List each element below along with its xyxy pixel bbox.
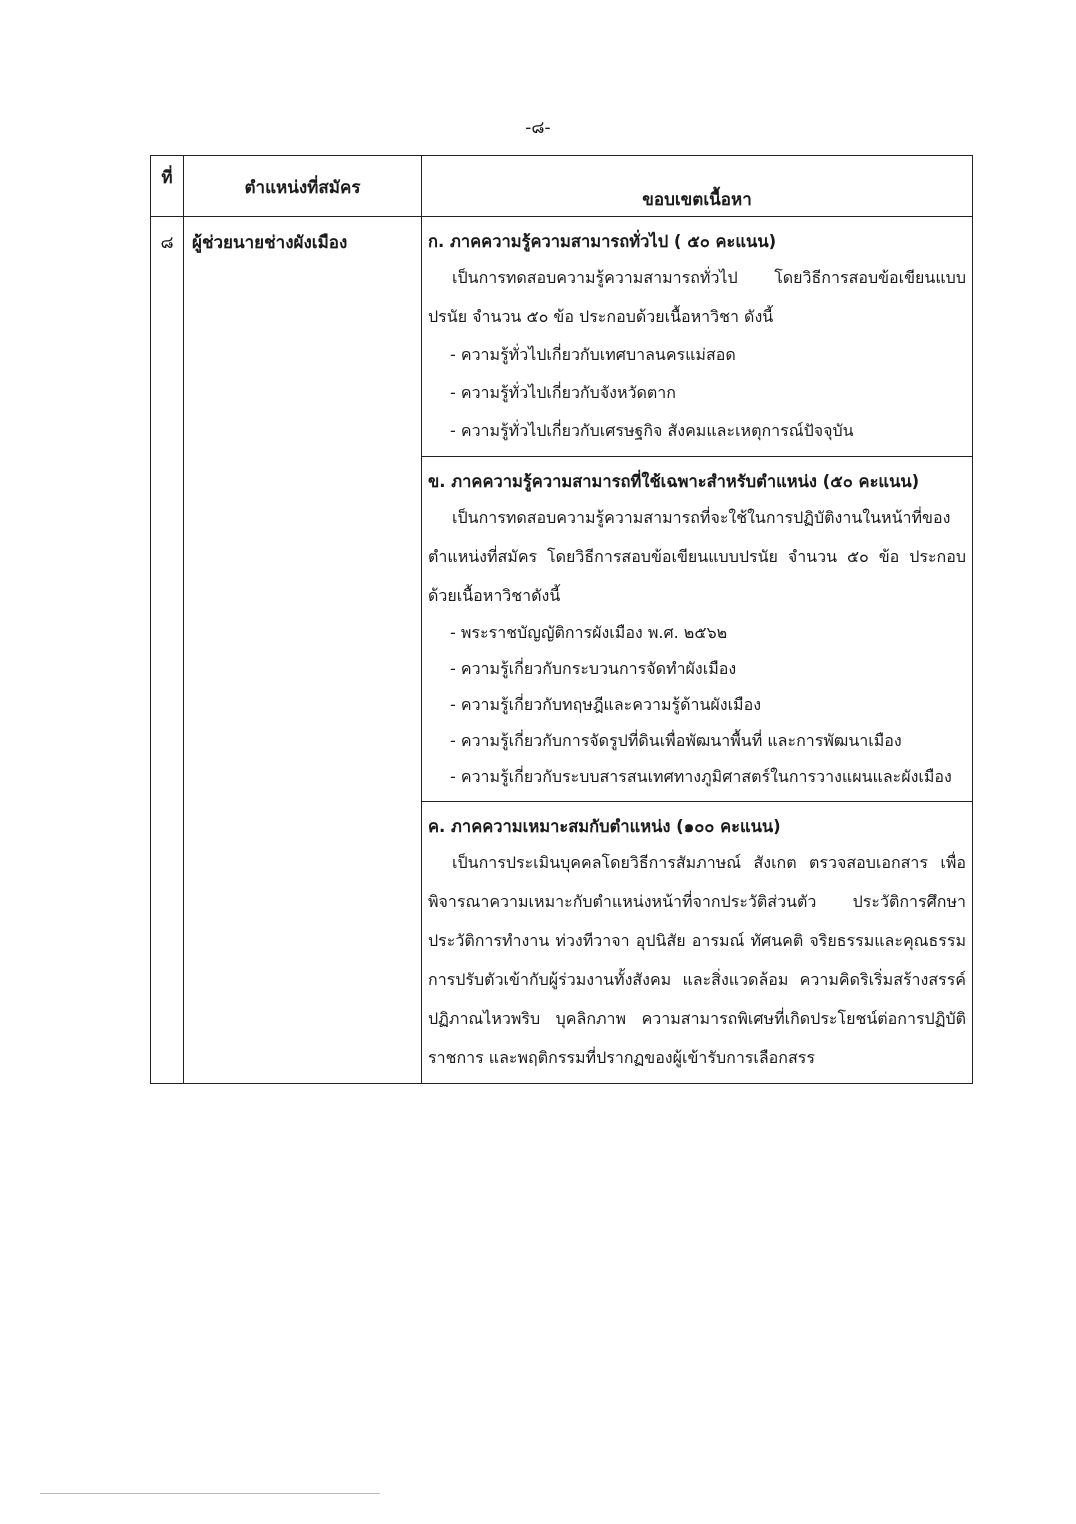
list-item: - ความรู้เกี่ยวกับทฤษฎีและความรู้ด้านผังเมือง — [450, 695, 762, 714]
list-item: - ความรู้เกี่ยวกับระบบสารสนเทศทางภูมิศาสตร์ในการวางแผนและผังเมือง — [450, 767, 952, 786]
section-general-knowledge — [422, 217, 972, 457]
row-position: ผู้ช่วยนายช่างผังเมือง — [184, 217, 422, 1084]
list-item: - ความรู้ทั่วไปเกี่ยวกับเทศบาลนครแม่สอด — [450, 345, 736, 364]
section-paragraph: เป็นการทดสอบความรู้ความสามารถที่จะใช้ในการปฏิบัติงานในหน้าที่ของตำแหน่งที่สมัคร โดยวิธีการสอบข้อเขียนแบบปรนัย จำนวน ๕๐ ข้อ ประกอบด้วยเนื้อหาวิชาดังนี้ — [428, 508, 966, 605]
section-paragraph: เป็นการทดสอบความรู้ความสามารถทั่วไป โดยวิธีการสอบข้อเขียนแบบปรนัย จำนวน ๕๐ ข้อ ประกอบด้วยเนื้อหาวิชา ดังนี้ — [428, 268, 966, 326]
list-item: - ความรู้ทั่วไปเกี่ยวกับจังหวัดตาก — [450, 383, 676, 402]
table-header-row — [151, 156, 973, 217]
page-number: -๘- — [525, 118, 551, 138]
header-position: ตำแหน่งที่สมัคร — [184, 156, 422, 217]
list-item: - พระราชบัญญัติการผังเมือง พ.ศ. ๒๕๖๒ — [450, 623, 728, 642]
row-scope — [422, 217, 973, 1084]
section-suitability — [422, 802, 972, 1083]
list-item: - ความรู้ทั่วไปเกี่ยวกับเศรษฐกิจ สังคมและเหตุการณ์ปัจจุบัน — [450, 421, 854, 440]
row-number: ๘ — [151, 217, 184, 1084]
section-title: ค. ภาคความเหมาะสมกับตำแหน่ง (๑๐๐ คะแนน) — [428, 817, 781, 836]
list-item: - ความรู้เกี่ยวกับการจัดรูปที่ดินเพื่อพัฒนาพื้นที่ และการพัฒนาเมือง — [450, 731, 902, 750]
header-scope: ขอบเขตเนื้อหา — [422, 156, 973, 217]
topic-list — [428, 336, 966, 450]
list-item: - ความรู้เกี่ยวกับกระบวนการจัดทำผังเมือง — [450, 659, 737, 678]
section-title: ข. ภาคความรู้ความสามารถที่ใช้เฉพาะสำหรับตำแหน่ง (๕๐ คะแนน) — [428, 472, 920, 491]
scan-edge-line — [40, 1493, 380, 1494]
topic-list — [428, 615, 966, 795]
section-title: ก. ภาคความรู้ความสามารถทั่วไป ( ๕๐ คะแนน) — [428, 232, 777, 251]
table-row — [151, 217, 973, 1084]
section-position-knowledge — [422, 457, 972, 802]
exam-scope-table — [150, 155, 973, 1084]
header-no: ที่ — [151, 156, 184, 217]
section-paragraph: เป็นการประเมินบุคคลโดยวิธีการสัมภาษณ์ สังเกต ตรวจสอบเอกสาร เพื่อพิจารณาความเหมาะกับตำแหน่งหน้าที่จากประวัติส่วนตัว ประวัติการศึกษา ประวัติการทำงาน ท่วงทีวาจา อุปนิสัย อารมณ์ ทัศนคติ จริยธรรมและคุณธรรม การปรับตัวเข้ากับผู้ร่วมงานทั้งสังคม และสิ่งแวดล้อม ความคิดริเริ่มสร้างสรรค์ ปฏิภาณไหวพริบ บุคลิกภาพ ความสามารถพิเศษที่เกิดประโยชน์ต่อการปฏิบัติราชการ และพฤติกรรมที่ปรากฏของผู้เข้ารับการเลือกสรร — [428, 853, 966, 1067]
